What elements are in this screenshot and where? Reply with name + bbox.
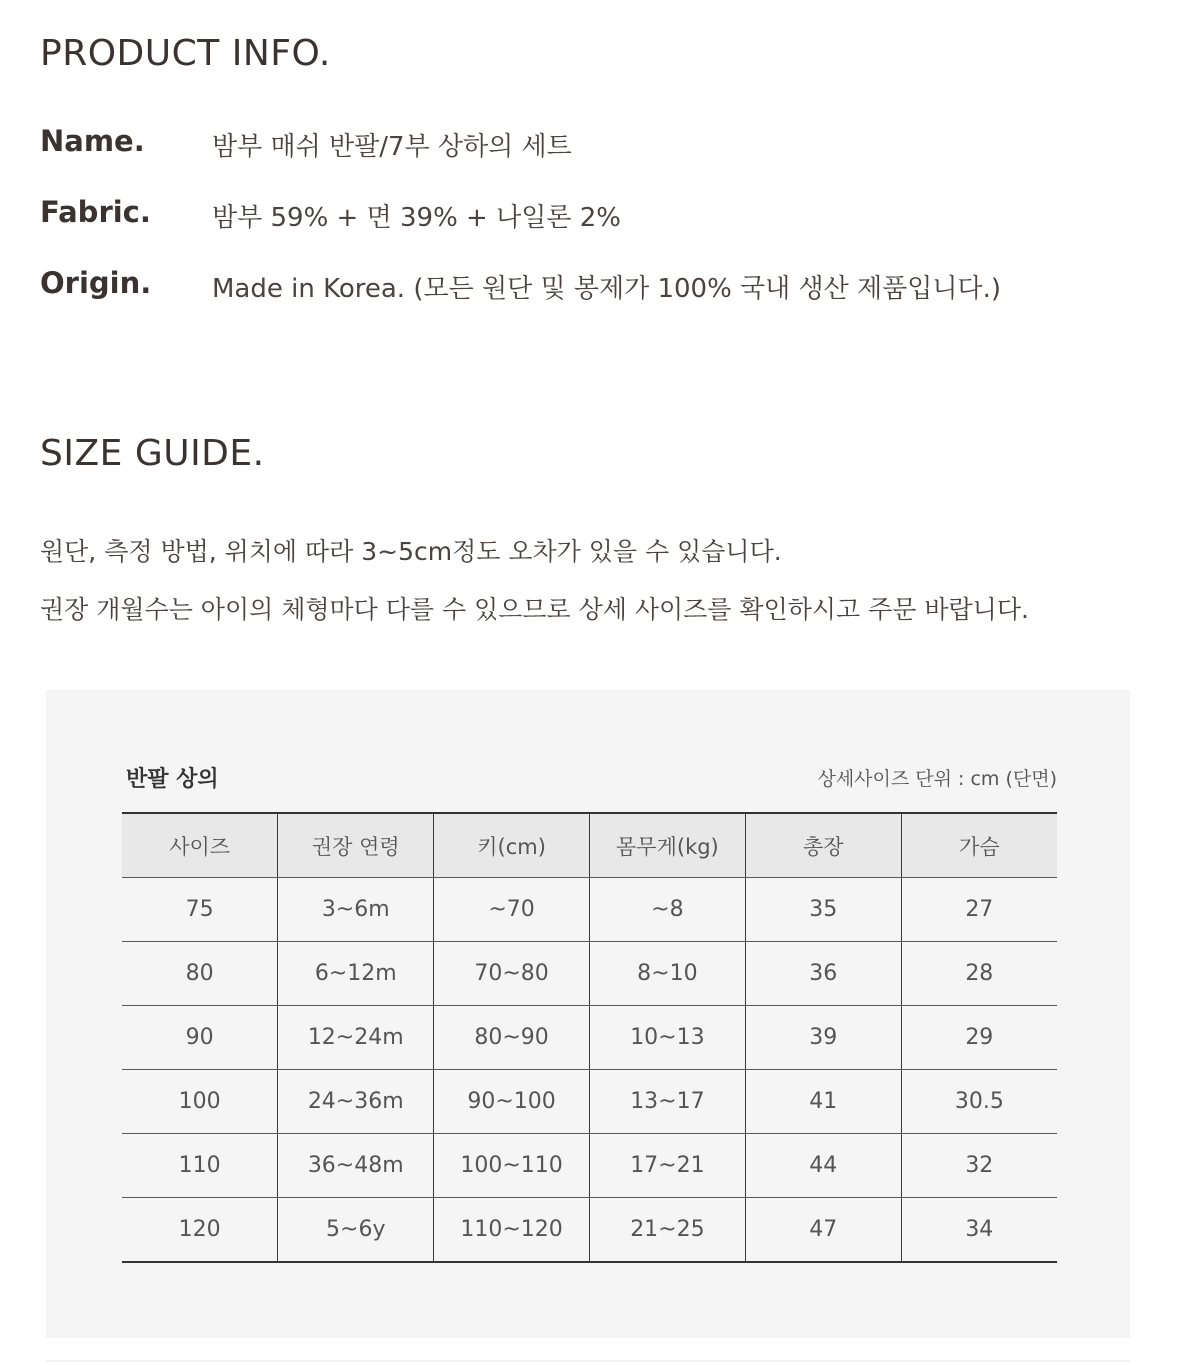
table-row xyxy=(122,1006,1057,1070)
table-row xyxy=(122,878,1057,942)
cell-weight: 21~25 xyxy=(589,1198,745,1263)
size-note-tolerance: 원단, 측정 방법, 위치에 따라 3~5cm정도 오차가 있을 수 있습니다. xyxy=(40,537,782,566)
cell-chest: 27 xyxy=(901,878,1057,942)
cell-size: 75 xyxy=(122,878,278,942)
table-row xyxy=(122,1198,1057,1263)
header-age: 권장 연령 xyxy=(278,813,434,878)
cell-chest: 32 xyxy=(901,1134,1057,1198)
header-chest: 가슴 xyxy=(901,813,1057,878)
cell-length: 47 xyxy=(745,1198,901,1263)
cell-height: 80~90 xyxy=(434,1006,590,1070)
cell-height: 100~110 xyxy=(434,1134,590,1198)
cell-weight: ~8 xyxy=(589,878,745,942)
header-weight: 몸무게(kg) xyxy=(589,813,745,878)
cell-size: 100 xyxy=(122,1070,278,1134)
cell-age: 3~6m xyxy=(278,878,434,942)
bottom-divider xyxy=(46,1360,1130,1362)
cell-chest: 34 xyxy=(901,1198,1057,1263)
cell-length: 39 xyxy=(745,1006,901,1070)
size-table-panel xyxy=(46,690,1130,1338)
table-row xyxy=(122,1134,1057,1198)
cell-size: 80 xyxy=(122,942,278,1006)
product-info-title: PRODUCT INFO. xyxy=(40,33,331,74)
header-height: 키(cm) xyxy=(434,813,590,878)
header-length: 총장 xyxy=(745,813,901,878)
cell-length: 44 xyxy=(745,1134,901,1198)
name-label: Name. xyxy=(40,124,145,158)
cell-age: 12~24m xyxy=(278,1006,434,1070)
cell-length: 36 xyxy=(745,942,901,1006)
cell-size: 90 xyxy=(122,1006,278,1070)
name-value: 밤부 매쉬 반팔/7부 상하의 세트 xyxy=(212,132,572,162)
cell-age: 5~6y xyxy=(278,1198,434,1263)
cell-height: 110~120 xyxy=(434,1198,590,1263)
size-table xyxy=(122,812,1057,1263)
cell-size: 120 xyxy=(122,1198,278,1263)
table-row xyxy=(122,942,1057,1006)
cell-chest: 30.5 xyxy=(901,1070,1057,1134)
table-title: 반팔 상의 xyxy=(126,767,219,792)
fabric-label: Fabric. xyxy=(40,195,151,229)
header-size: 사이즈 xyxy=(122,813,278,878)
cell-weight: 10~13 xyxy=(589,1006,745,1070)
cell-age: 24~36m xyxy=(278,1070,434,1134)
cell-weight: 8~10 xyxy=(589,942,745,1006)
size-guide-title: SIZE GUIDE. xyxy=(40,433,265,474)
table-header-row xyxy=(122,813,1057,878)
origin-label: Origin. xyxy=(40,266,152,300)
cell-weight: 17~21 xyxy=(589,1134,745,1198)
table-row xyxy=(122,1070,1057,1134)
origin-value: Made in Korea. (모든 원단 및 봉제가 100% 국내 생산 제품입니다.) xyxy=(212,274,1002,304)
cell-weight: 13~17 xyxy=(589,1070,745,1134)
cell-chest: 28 xyxy=(901,942,1057,1006)
cell-age: 6~12m xyxy=(278,942,434,1006)
cell-length: 35 xyxy=(745,878,901,942)
fabric-value: 밤부 59% + 면 39% + 나일론 2% xyxy=(212,203,621,233)
cell-age: 36~48m xyxy=(278,1134,434,1198)
cell-height: 70~80 xyxy=(434,942,590,1006)
cell-length: 41 xyxy=(745,1070,901,1134)
cell-height: 90~100 xyxy=(434,1070,590,1134)
size-note-recommendation: 권장 개월수는 아이의 체형마다 다를 수 있으므로 상세 사이즈를 확인하시고 주문 바랍니다. xyxy=(40,595,1029,624)
cell-height: ~70 xyxy=(434,878,590,942)
table-unit-note: 상세사이즈 단위 : cm (단면) xyxy=(817,768,1057,790)
cell-chest: 29 xyxy=(901,1006,1057,1070)
cell-size: 110 xyxy=(122,1134,278,1198)
